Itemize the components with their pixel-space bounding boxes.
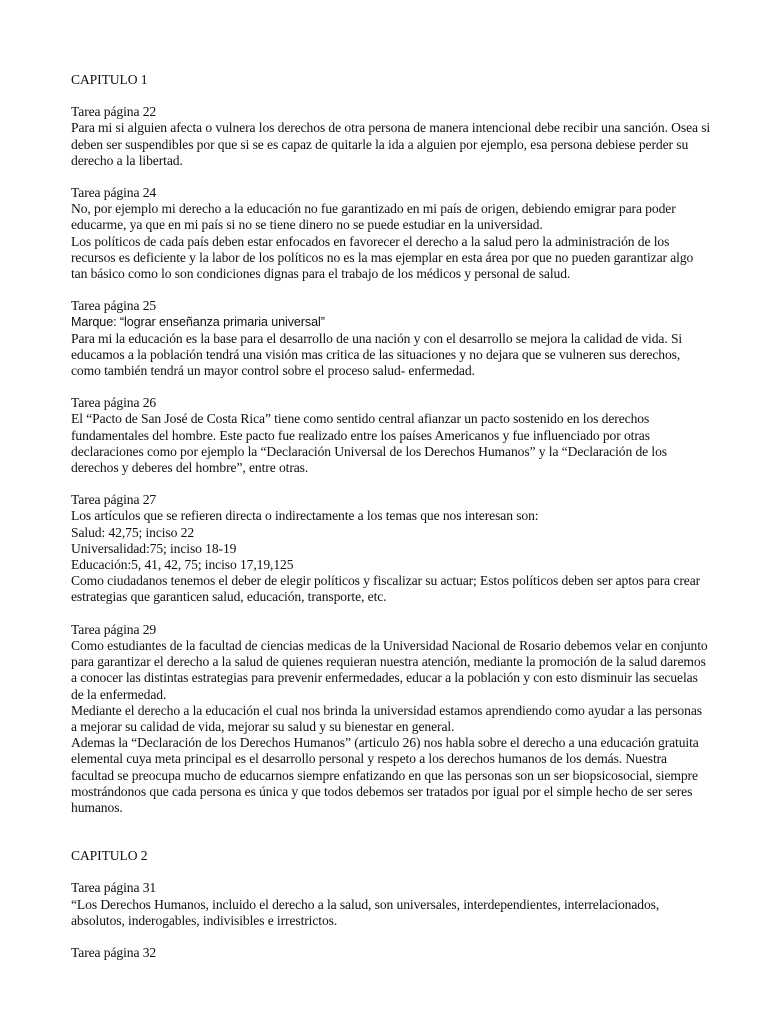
paragraph: Mediante el derecho a la educación el cual nos brinda la universidad estamos aprendiendo como ayudar a las personas a mejorar su calidad de vida, mejorar su salud y su bienestar en general. — [71, 702, 702, 734]
section-title: Tarea página 29 — [71, 621, 157, 637]
section-tarea-25 — [71, 298, 711, 379]
paragraph: Como estudiantes de la facultad de ciencias medicas de la Universidad Nacional de Rosario debemos velar en conjunto para garantizar el derecho a la salud de quienes requieran nuestra atención, mediante la promoción de la salud daremos a conocer las distintas estrategias para prevenir enfermedades, educar a la población y con esto disminuir las secuelas de la enfermedad. — [71, 637, 708, 702]
section-title: Tarea página 32 — [71, 944, 157, 960]
paragraph: Para mi la educación es la base para el desarrollo de una nación y con el desarrollo se mejora la calidad de vida. Si educamos a la población tendrá una visión mas critica de las situaciones y no dejara que se vulneren sus derechos, como también tendrá un mayor control sobre el proceso salud- enfermedad. — [71, 330, 683, 379]
paragraph: “Los Derechos Humanos, incluido el derecho a la salud, son universales, interdependientes, interrelacionados, absolutos, inderogables, indivisibles e irrestrictos. — [71, 896, 660, 928]
section-title: Tarea página 26 — [71, 395, 157, 411]
paragraph: Salud: 42,75; inciso 22 — [71, 524, 195, 540]
paragraph: Para mi si alguien afecta o vulnera los derechos de otra persona de manera intencional debe recibir una sanción. Osea si deben ser suspendibles por que si se es capaz de quitarle la ida a alguien por ejemplo, esa persona debiese perder su derecho a la libertad. — [71, 120, 711, 168]
paragraph: El “Pacto de San José de Costa Rica” tiene como sentido central afianzar un pacto sostenido en los derechos fundamentales del hombre. Este pacto fue realizado entre los países Americanos y fue influenciado por otras declaraciones como por ejemplo la “Declaración Universal de los Derechos Humanos” y la “Declaración de los derechos y deberes del hombre”, entre otras. — [71, 411, 667, 476]
section-title: Tarea página 24 — [71, 185, 157, 201]
section-title: Tarea página 22 — [71, 104, 157, 120]
paragraph: Como ciudadanos tenemos el deber de elegir políticos y fiscalizar su actuar; Estos políticos deben ser aptos para crear estrategias que garanticen salud, educación, transporte, etc. — [71, 573, 701, 605]
section-title: Tarea página 27 — [71, 492, 157, 508]
section-tarea-26 — [71, 395, 711, 476]
paragraph: Los artículos que se refieren directa o indirectamente a los temas que nos interesan son: — [71, 508, 539, 524]
section-tarea-24 — [71, 185, 711, 282]
chapter-1-heading: CAPITULO 1 — [71, 72, 148, 87]
paragraph: Universalidad:75; inciso 18-19 — [71, 540, 237, 556]
section-title: Tarea página 31 — [71, 880, 157, 896]
section-tarea-27 — [71, 492, 711, 605]
paragraph: Los políticos de cada país deben estar enfocados en favorecer el derecho a la salud pero la administración de los recursos es deficiente y la labor de los políticos no es la mas ejemplar en esta área por que no pueden garantizar algo tan básico como lo son condiciones dignas para el trabajo de los médicos y personal de salud. — [71, 233, 694, 282]
paragraph: Ademas la “Declaración de los Derechos Humanos” (articulo 26) nos habla sobre el derecho a una educación gratuita elemental cuya meta principal es el desarrollo personal y respeto a los derechos humanos de los demás. Nuestra facultad se preocupa mucho de educarnos siempre enfatizando en que las personas son un ser biopsicosocial, siempre mostrándonos que cada persona es única y que todos debemos ser tratados por igual por el simple hecho de ser seres humanos. — [71, 735, 699, 815]
section-tarea-29 — [71, 622, 711, 816]
paragraph: Marque: “lograr enseñanza primaria universal” — [71, 315, 325, 330]
chapter-2-heading: CAPITULO 2 — [71, 848, 148, 864]
chapter-spacer — [71, 832, 711, 848]
section-tarea-31 — [71, 880, 711, 929]
document-page — [71, 72, 711, 977]
section-tarea-22 — [71, 104, 711, 169]
section-title: Tarea página 25 — [71, 298, 157, 314]
paragraph: Educación:5, 41, 42, 75; inciso 17,19,125 — [71, 557, 294, 573]
section-tarea-32 — [71, 945, 711, 961]
paragraph: No, por ejemplo mi derecho a la educación no fue garantizado en mi país de origen, debiendo emigrar para poder educarme, ya que en mi país si no se tiene dinero no se puede estudiar en la universidad. — [71, 201, 676, 233]
